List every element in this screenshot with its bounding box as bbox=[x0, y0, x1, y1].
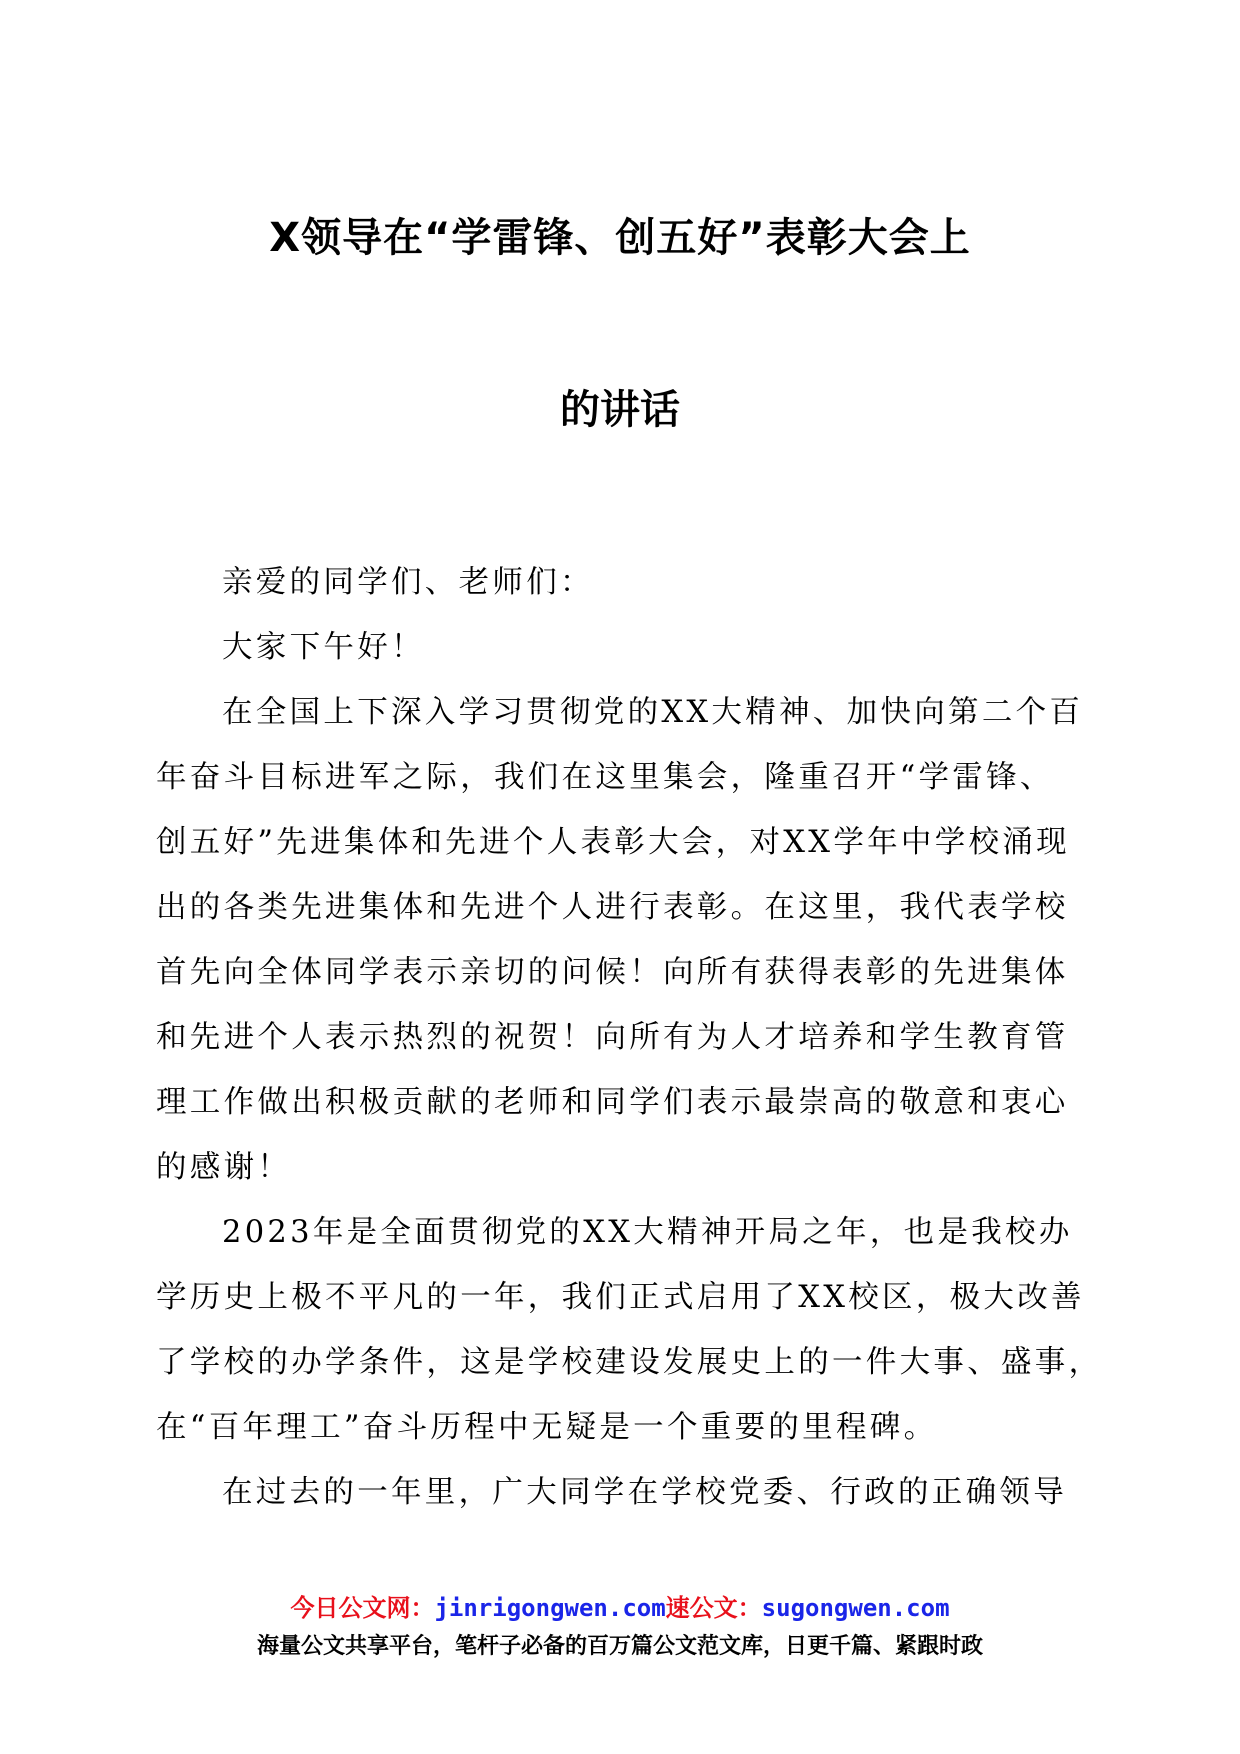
paragraph-line: 理工作做出积极贡献的老师和同学们表示最崇高的敬意和衷心 bbox=[156, 1085, 1069, 1120]
paragraph-line: 的感谢！ bbox=[156, 1150, 292, 1185]
paragraph-line: 2023年是全面贯彻党的XX大精神开局之年，也是我校办 bbox=[222, 1215, 1073, 1250]
paragraph-line: 在“百年理工”奋斗历程中无疑是一个重要的里程碑。 bbox=[156, 1410, 938, 1445]
paragraph-line: 学历史上极不平凡的一年，我们正式启用了XX校区，极大改善 bbox=[156, 1280, 1085, 1315]
site1-link[interactable]: jinrigongwen.com bbox=[434, 1594, 666, 1622]
document-title: X领导在“学雷锋、创五好”表彰大会上 bbox=[269, 215, 971, 261]
site2-label: 速公文： bbox=[665, 1594, 762, 1622]
salutation: 亲爱的同学们、老师们： bbox=[222, 565, 594, 600]
site2-link[interactable]: sugongwen.com bbox=[761, 1594, 950, 1622]
paragraph-line: 了学校的办学条件，这是学校建设发展史上的一件大事、盛事， bbox=[156, 1345, 1103, 1380]
paragraph-line: 和先进个人表示热烈的祝贺！向所有为人才培养和学生教育管 bbox=[156, 1020, 1069, 1055]
document-title-continued: 的讲话 bbox=[560, 387, 680, 433]
paragraph-line: 首先向全体同学表示亲切的问候！向所有获得表彰的先进集体 bbox=[156, 955, 1069, 990]
site1-label: 今日公文网： bbox=[290, 1594, 435, 1622]
footer-sites bbox=[0, 1592, 1240, 1624]
paragraph-line: 出的各类先进集体和先进个人进行表彰。在这里，我代表学校 bbox=[156, 890, 1069, 925]
paragraph-line: 在过去的一年里，广大同学在学校党委、行政的正确领导 bbox=[222, 1475, 1067, 1510]
footer-tagline: 海量公文共享平台，笔杆子必备的百万篇公文范文库，日更千篇、紧跟时政 bbox=[256, 1634, 983, 1659]
paragraph-line: 在全国上下深入学习贯彻党的XX大精神、加快向第二个百 bbox=[222, 695, 1084, 730]
paragraph-line: 创五好”先进集体和先进个人表彰大会，对XX学年中学校涌现 bbox=[156, 825, 1070, 860]
paragraph-line: 年奋斗目标进军之际，我们在这里集会，隆重召开“学雷锋、 bbox=[156, 760, 1054, 795]
greeting: 大家下午好！ bbox=[222, 630, 425, 665]
document-body bbox=[156, 560, 1103, 1535]
